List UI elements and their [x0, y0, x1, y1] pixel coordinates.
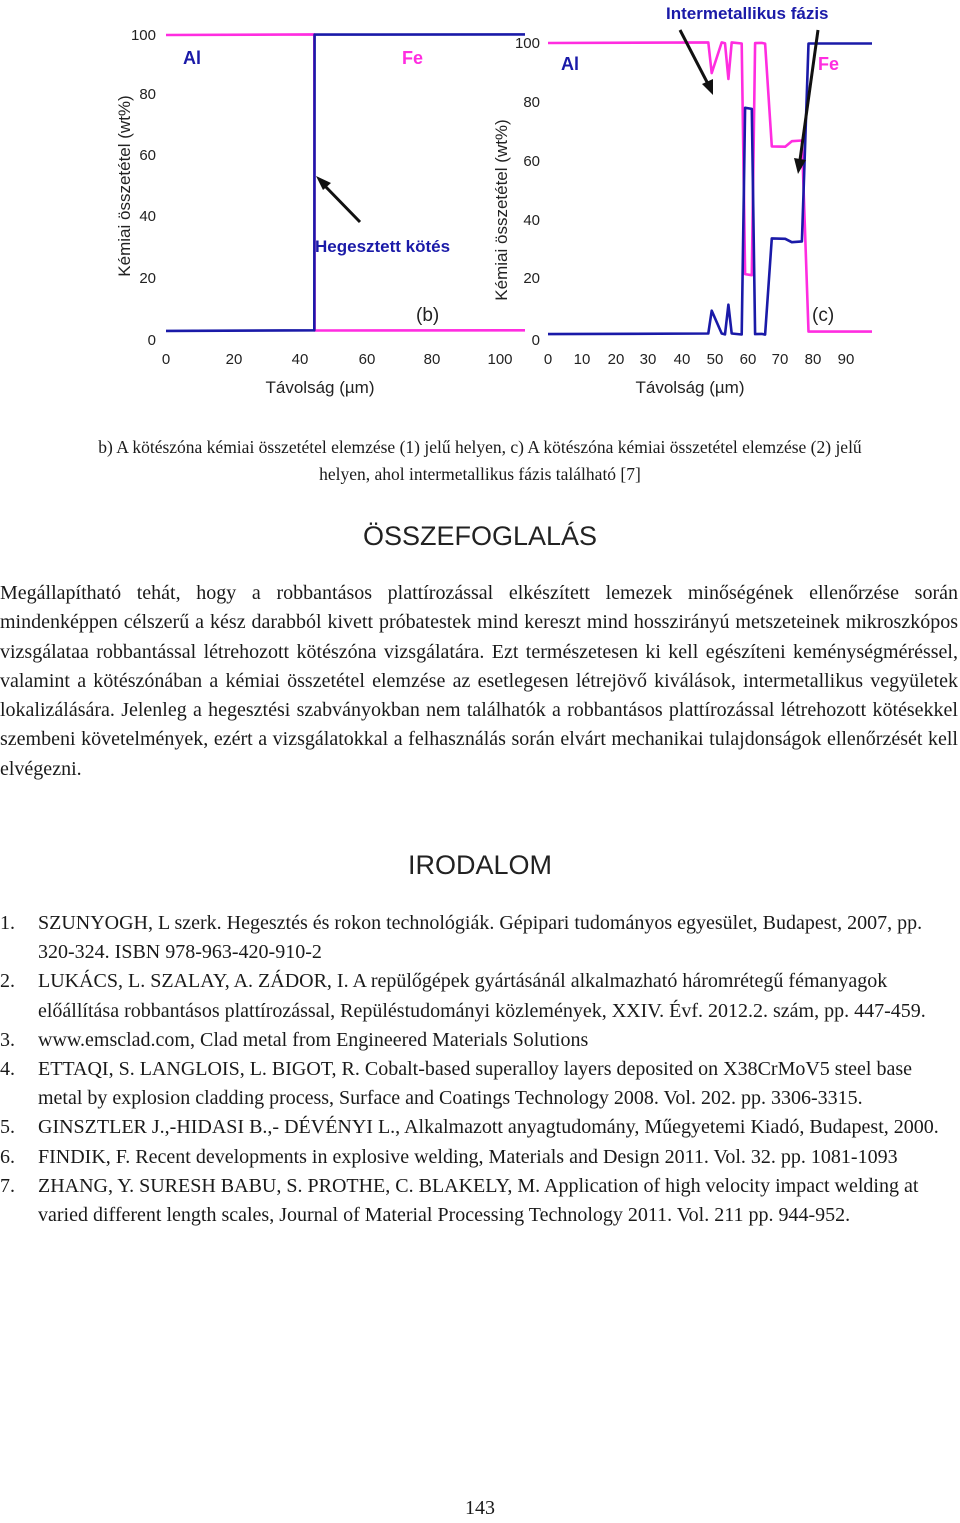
chart-b-ytick: 80	[139, 86, 156, 103]
chart-c-xtick: 20	[607, 351, 625, 368]
chart-b-xtick: 20	[225, 351, 243, 368]
chart-c-annotation: Intermetallikus fázis	[666, 4, 829, 23]
chart-c	[492, 4, 872, 397]
chart-c-xtick: 40	[673, 351, 691, 368]
chart-c-ytick: 0	[531, 332, 540, 349]
reference-text: ETTAQI, S. LANGLOIS, L. BIGOT, R. Cobalt-based superalloy layers deposited on X38CrMoV5 steel base metal by explosion cladding process, Surface and Coatings Technology 2008. Vol. 202. pp. 3306-3315.	[38, 1058, 912, 1110]
charts-figure	[0, 0, 960, 405]
chart-b-xtick: 100	[487, 351, 513, 368]
chart-b-plot-area	[166, 34, 525, 331]
reference-item	[0, 1055, 958, 1113]
summary-heading: ÖSSZEFOGLALÁS	[362, 521, 598, 551]
reference-text: LUKÁCS, L. SZALAY, A. ZÁDOR, I. A repülőgépek gyártásánál alkalmazható háromrétegű fémanyagok előállítása robbantásos plattírozással, Repüléstudományi közlemények, XXIV. Évf. 2012.2. szám, pp. 447-459.	[38, 970, 926, 1022]
chart-b-xtick: 40	[291, 351, 309, 368]
chart-c-xtick: 70	[771, 351, 789, 368]
chart-c-xtick: 60	[739, 351, 757, 368]
chart-b-ytick: 40	[139, 208, 156, 225]
chart-b-xticks	[162, 351, 513, 368]
reference-item	[0, 909, 958, 967]
chart-b-xtick: 60	[358, 351, 376, 368]
chart-b-xlabel: Távolság (µm)	[265, 378, 375, 397]
chart-c-xlabel: Távolság (µm)	[635, 378, 745, 397]
chart-b-ytick: 0	[147, 332, 156, 349]
chart-c-xtick: 30	[639, 351, 657, 368]
reference-item	[0, 1026, 958, 1055]
chart-c-xticks	[544, 351, 855, 368]
reference-text[interactable]: www.emsclad.com, Clad metal from Engineered Materials Solutions	[38, 1028, 589, 1051]
reference-item	[0, 1143, 958, 1172]
page-number: 143	[465, 1497, 495, 1519]
chart-c-xtick: 90	[837, 351, 855, 368]
chart-c-xtick: 50	[706, 351, 724, 368]
figure-caption-line2: helyen, ahol intermetallikus fázis található [7]	[319, 464, 641, 484]
chart-c-legend-al: Al	[561, 54, 579, 74]
references-heading: IRODALOM	[407, 850, 553, 880]
reference-text: FINDIK, F. Recent developments in explosive welding, Materials and Design 2011. Vol. 32. pp. 1081-1093	[38, 1145, 898, 1168]
chart-b-ytick: 100	[130, 27, 156, 44]
reference-number: 1.	[0, 912, 15, 934]
chart-b-yticks	[131, 27, 156, 349]
reference-text: ZHANG, Y. SURESH BABU, S. PROTHE, C. BLAKELY, M. Application of high velocity impact welding at varied different length scales, Journal of Material Processing Technology 2011. Vol. 211 pp. 944-952.	[38, 1174, 919, 1227]
chart-c-legend-fe: Fe	[818, 54, 840, 74]
chart-b-series-fe-line	[166, 34, 525, 331]
chart-c-ytick: 60	[523, 153, 540, 170]
chart-c-xtick: 0	[543, 351, 553, 368]
chart-b-annotation: Hegesztett kötés	[315, 237, 451, 256]
chart-c-ylabel: Kémiai összetétel (wt%)	[492, 119, 511, 301]
reference-number: 5.	[0, 1116, 15, 1139]
chart-c-ytick: 20	[523, 270, 540, 287]
chart-b-panel-label: (b)	[416, 305, 440, 326]
reference-item	[0, 967, 958, 1025]
reference-text: GINSZTLER J.,-HIDASI B.,- DÉVÉNYI L., Alkalmazott anyagtudomány, Műegyetemi Kiadó, Budapest, 2000.	[38, 1116, 939, 1139]
figure-caption-line1: b) A kötészóna kémiai összetétel elemzése (1) jelű helyen, c) A kötészóna kémiai összetétel elemzése (2) jelű	[98, 437, 862, 457]
chart-b-series-al-line	[166, 34, 525, 330]
chart-c-xtick: 10	[573, 351, 591, 368]
chart-b-legend-fe: Fe	[402, 48, 424, 68]
chart-b-arrow	[316, 176, 360, 222]
reference-number: 4.	[0, 1058, 15, 1081]
reference-item	[0, 1113, 958, 1142]
chart-b-legend-al: Al	[183, 48, 201, 68]
chart-c-ytick: 40	[523, 212, 540, 229]
chart-b-ylabel: Kémiai összetétel (wt%)	[115, 95, 134, 277]
chart-c-panel-label: (c)	[812, 305, 835, 326]
reference-number: 7.	[0, 1174, 15, 1197]
chart-b-ytick: 60	[139, 147, 156, 164]
chart-c-ytick: 80	[523, 94, 540, 111]
figure-caption	[14, 434, 946, 488]
chart-c-xtick: 80	[804, 351, 822, 368]
reference-number: 6.	[0, 1145, 15, 1168]
summary-paragraph: Megállapítható tehát, hogy a robbantásos plattírozással elkészített lemezek minőségének ellenőrzése során mindenképpen célszerű a kész darabból kivett próbatestek mind kereszt mind hosszirányú metszeteinek mikroszkópos vizsgálataa robbantással létrehozott kötészóna vizsgálatára. Ezt természetesen ki kell egészíteni keménységméréssel, valamint a kötészónában a kémiai összetétel elemzése az esetlegesen létrejövő kiválások, intermetallikus vegyületek lokalizálására. Jelenleg a hegesztési szabványokban nem találhatók a robbantásos plattírozással létrehozott kötésekkel szembeni követelmények, ezért a vizsgálatokkal a felhasználás során elvárt mechanikai tulajdonságok ellenőrzését kell elvégezni.	[0, 582, 958, 780]
reference-number: 2.	[0, 970, 15, 993]
reference-text: SZUNYOGH, L szerk. Hegesztés és rokon technológiák. Gépipari tudományos egyesület, Budapest, 2007, pp. 320-324. ISBN 978-963-420-910-2	[38, 912, 923, 964]
chart-b-ytick: 20	[139, 270, 156, 287]
chart-c-arrow-1	[680, 30, 713, 95]
reference-item	[0, 1172, 958, 1230]
chart-c-ytick: 100	[514, 35, 540, 52]
references-list	[0, 909, 958, 1230]
chart-b	[115, 27, 525, 397]
reference-number: 3.	[0, 1028, 15, 1051]
chart-b-xtick: 0	[161, 351, 171, 368]
chart-c-yticks	[515, 35, 540, 349]
chart-b-xtick: 80	[423, 351, 441, 368]
